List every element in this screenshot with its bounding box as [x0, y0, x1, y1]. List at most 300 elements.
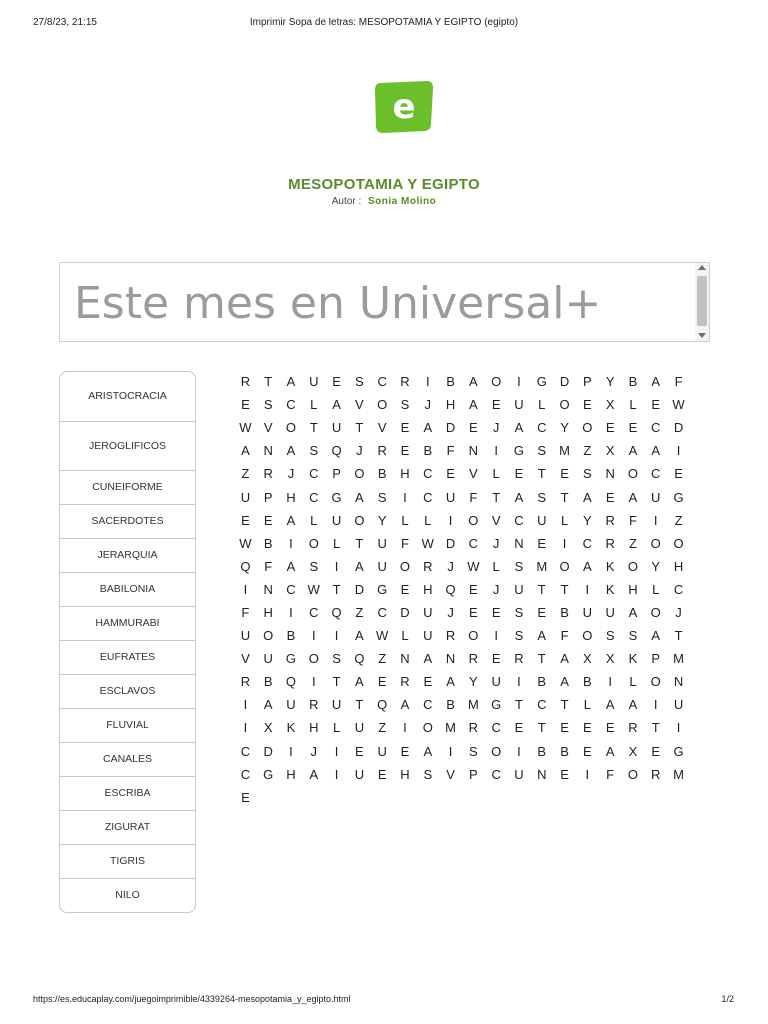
- grid-cell: A: [651, 443, 661, 459]
- grid-cell: I: [562, 535, 567, 551]
- grid-cell: K: [605, 558, 615, 574]
- grid-cell: J: [492, 535, 500, 551]
- grid-cell: B: [423, 443, 433, 459]
- grid-cell: A: [286, 512, 296, 528]
- grid-cell: J: [310, 743, 318, 759]
- grid-cell: E: [241, 789, 250, 805]
- grid-cell: C: [309, 489, 319, 505]
- grid-cell: R: [445, 628, 456, 644]
- grid-cell: E: [560, 466, 569, 482]
- grid-cell: A: [560, 651, 569, 667]
- grid-cell: C: [468, 535, 479, 551]
- grid-cell: R: [514, 651, 524, 667]
- grid-cell: A: [628, 697, 638, 713]
- grid-cell: U: [651, 489, 661, 505]
- print-page-title: Imprimir Sopa de letras: MESOPOTAMIA Y EGIPTO (egipto): [249, 17, 519, 28]
- grid-cell: D: [400, 604, 410, 620]
- grid-cell: E: [583, 720, 592, 736]
- grid-cell: T: [514, 697, 523, 713]
- grid-cell: Z: [583, 443, 592, 459]
- grid-cell: I: [448, 512, 453, 528]
- grid-cell: J: [675, 604, 682, 620]
- grid-cell: R: [605, 535, 615, 551]
- grid-cell: E: [674, 466, 683, 482]
- grid-cell: A: [423, 743, 433, 759]
- grid-cell: B: [628, 374, 638, 390]
- educaplay-logo-icon: [373, 80, 435, 134]
- grid-cell: T: [537, 466, 546, 482]
- grid-cell: O: [559, 397, 570, 413]
- grid-cell: A: [446, 674, 455, 690]
- grid-cell: B: [446, 697, 455, 713]
- grid-cell: D: [673, 420, 684, 436]
- grid-cell: O: [285, 420, 297, 436]
- grid-cell: I: [289, 743, 293, 759]
- grid-cell: Y: [651, 558, 661, 574]
- grid-cell: C: [423, 697, 433, 713]
- grid-cell: E: [583, 743, 592, 759]
- grid-cell: R: [468, 720, 479, 736]
- grid-cell: E: [446, 466, 455, 482]
- grid-cell: L: [652, 581, 660, 597]
- grid-cell: R: [400, 674, 410, 690]
- grid-cell: P: [651, 651, 661, 667]
- grid-cell: L: [538, 397, 546, 413]
- letter-grid: [234, 370, 690, 809]
- grid-cell: C: [286, 581, 296, 597]
- ad-scrollbar[interactable]: [695, 263, 709, 341]
- grid-cell: Y: [469, 674, 478, 690]
- grid-cell: A: [514, 420, 524, 436]
- grid-cell: W: [467, 558, 480, 574]
- word-item: JERARQUIA: [60, 538, 195, 572]
- grid-cell: T: [264, 374, 273, 390]
- grid-cell: B: [286, 628, 296, 644]
- grid-cell: I: [334, 743, 339, 759]
- grid-cell: Z: [378, 651, 387, 667]
- grid-cell: M: [673, 651, 684, 667]
- grid-cell: H: [309, 720, 319, 736]
- grid-cell: N: [445, 651, 456, 667]
- grid-cell: O: [650, 674, 661, 690]
- grid-cell: I: [311, 674, 316, 690]
- grid-cell: H: [400, 466, 410, 482]
- grid-cell: Q: [445, 581, 456, 597]
- grid-cell: S: [605, 628, 615, 644]
- grid-cell: U: [309, 374, 319, 390]
- grid-cell: E: [651, 397, 661, 413]
- grid-cell: I: [289, 535, 293, 551]
- grid-cell: S: [628, 628, 638, 644]
- grid-cell: T: [332, 581, 341, 597]
- grid-cell: I: [243, 581, 248, 597]
- grid-cell: S: [537, 489, 547, 505]
- grid-cell: D: [445, 535, 456, 551]
- grid-cell: R: [423, 558, 433, 574]
- grid-cell: C: [491, 766, 501, 782]
- grid-cell: I: [403, 720, 407, 736]
- print-datetime: 27/8/23, 21:15: [33, 17, 97, 28]
- grid-cell: A: [286, 558, 296, 574]
- word-item: HAMMURABI: [60, 606, 195, 640]
- word-item: CANALES: [60, 742, 195, 776]
- grid-cell: R: [468, 651, 479, 667]
- grid-cell: S: [514, 604, 524, 620]
- grid-cell: E: [651, 743, 661, 759]
- grid-cell: O: [582, 628, 593, 644]
- grid-cell: V: [446, 766, 455, 782]
- scroll-thumb[interactable]: [697, 276, 707, 326]
- grid-cell: T: [537, 581, 546, 597]
- grid-cell: B: [263, 674, 273, 690]
- grid-cell: H: [445, 397, 456, 413]
- grid-cell: A: [583, 558, 592, 574]
- grid-cell: C: [423, 466, 433, 482]
- grid-cell: E: [241, 512, 250, 528]
- grid-cell: O: [399, 558, 411, 574]
- grid-cell: S: [423, 766, 433, 782]
- grid-cell: Q: [331, 604, 342, 620]
- word-item: NILO: [60, 878, 195, 912]
- ad-banner[interactable]: [59, 262, 710, 342]
- grid-cell: N: [514, 535, 524, 551]
- word-item: ZIGURAT: [60, 810, 195, 844]
- grid-cell: L: [310, 512, 318, 528]
- word-line: ARISTOCRACI: [88, 390, 160, 402]
- grid-cell: Z: [674, 512, 683, 528]
- grid-cell: W: [421, 535, 434, 551]
- grid-cell: A: [286, 443, 296, 459]
- grid-cell: C: [286, 397, 296, 413]
- grid-cell: R: [309, 697, 319, 713]
- grid-cell: O: [559, 558, 570, 574]
- grid-cell: G: [377, 581, 388, 597]
- grid-cell: C: [309, 466, 319, 482]
- grid-cell: I: [334, 628, 339, 644]
- grid-cell: C: [377, 604, 387, 620]
- grid-cell: F: [606, 766, 615, 782]
- grid-cell: R: [651, 766, 661, 782]
- grid-cell: Z: [628, 535, 637, 551]
- grid-cell: A: [400, 697, 410, 713]
- grid-cell: L: [583, 697, 591, 713]
- grid-cell: U: [331, 420, 342, 436]
- word-item: TIGRIS: [60, 844, 195, 878]
- grid-cell: U: [331, 697, 342, 713]
- grid-cell: D: [559, 374, 570, 390]
- scroll-up-arrow-icon[interactable]: [698, 265, 706, 270]
- grid-cell: I: [448, 743, 453, 759]
- grid-cell: O: [422, 720, 433, 736]
- grid-cell: U: [240, 628, 251, 644]
- grid-cell: W: [376, 628, 389, 644]
- grid-cell: I: [243, 720, 248, 736]
- grid-cell: O: [627, 466, 638, 482]
- grid-cell: I: [403, 489, 407, 505]
- grid-cell: L: [629, 397, 637, 413]
- grid-cell: W: [307, 581, 320, 597]
- grid-cell: E: [514, 466, 524, 482]
- grid-cell: G: [513, 443, 525, 459]
- grid-cell: E: [491, 604, 501, 620]
- grid-cell: V: [469, 466, 478, 482]
- grid-cell: A: [583, 489, 592, 505]
- grid-cell: G: [673, 743, 684, 759]
- word-item: CUNEIFORME: [60, 470, 195, 504]
- grid-cell: H: [286, 766, 296, 782]
- grid-cell: M: [559, 443, 570, 459]
- grid-cell: L: [401, 512, 409, 528]
- grid-cell: O: [377, 397, 388, 413]
- grid-cell: E: [628, 420, 638, 436]
- grid-cell: L: [332, 535, 341, 551]
- author-label: Autor :: [331, 196, 362, 207]
- grid-cell: W: [239, 420, 252, 436]
- grid-cell: Z: [241, 466, 250, 482]
- grid-cell: E: [377, 674, 387, 690]
- grid-cell: C: [582, 535, 593, 551]
- grid-cell: A: [628, 489, 638, 505]
- grid-cell: S: [537, 443, 547, 459]
- grid-cell: U: [423, 604, 433, 620]
- grid-cell: S: [309, 443, 319, 459]
- grid-cell: E: [400, 420, 410, 436]
- word-list: [59, 371, 196, 913]
- grid-cell: E: [537, 535, 547, 551]
- grid-cell: A: [605, 743, 615, 759]
- grid-cell: H: [400, 766, 410, 782]
- grid-cell: I: [517, 674, 521, 690]
- grid-cell: S: [583, 466, 592, 482]
- grid-cell: A: [241, 443, 250, 459]
- grid-cell: O: [354, 512, 365, 528]
- author-line: [0, 196, 768, 207]
- grid-cell: Y: [560, 420, 569, 436]
- grid-cell: I: [676, 720, 681, 736]
- grid-cell: J: [356, 443, 363, 459]
- grid-cell: B: [537, 743, 547, 759]
- grid-cell: I: [585, 766, 590, 782]
- grid-cell: V: [491, 512, 501, 528]
- grid-cell: I: [494, 628, 498, 644]
- grid-cell: J: [447, 558, 454, 574]
- grid-cell: V: [241, 651, 250, 667]
- grid-cell: G: [331, 489, 342, 505]
- grid-cell: H: [628, 581, 638, 597]
- grid-cell: E: [560, 720, 569, 736]
- grid-cell: C: [651, 466, 661, 482]
- grid-cell: L: [560, 512, 569, 528]
- grid-cell: F: [401, 535, 409, 551]
- grid-cell: U: [377, 558, 387, 574]
- grid-cell: B: [377, 466, 387, 482]
- grid-cell: U: [377, 535, 387, 551]
- grid-cell: O: [308, 535, 319, 551]
- grid-cell: C: [309, 604, 319, 620]
- grid-cell: A: [263, 697, 273, 713]
- grid-cell: U: [331, 512, 342, 528]
- grid-cell: E: [560, 766, 569, 782]
- grid-cell: I: [676, 443, 681, 459]
- grid-cell: J: [287, 466, 295, 482]
- grid-cell: J: [424, 397, 432, 413]
- grid-cell: U: [491, 674, 501, 690]
- grid-cell: A: [469, 374, 478, 390]
- grid-cell: T: [560, 581, 569, 597]
- grid-cell: N: [400, 651, 410, 667]
- grid-cell: G: [536, 374, 547, 390]
- grid-cell: N: [263, 443, 273, 459]
- grid-cell: Q: [377, 697, 388, 713]
- ad-text[interactable]: Este mes en Universal+: [74, 278, 602, 329]
- grid-cell: A: [423, 420, 433, 436]
- grid-cell: U: [514, 581, 524, 597]
- grid-cell: Q: [331, 443, 342, 459]
- grid-cell: A: [332, 397, 341, 413]
- grid-cell: B: [537, 674, 547, 690]
- grid-cell: P: [263, 489, 273, 505]
- grid-cell: E: [400, 581, 410, 597]
- grid-cell: L: [629, 674, 637, 690]
- grid-cell: O: [582, 420, 593, 436]
- grid-cell: S: [514, 628, 524, 644]
- grid-cell: E: [537, 604, 547, 620]
- grid-cell: U: [286, 697, 296, 713]
- grid-cell: X: [605, 651, 615, 667]
- grid-cell: I: [334, 766, 339, 782]
- page-title: MESOPOTAMIA Y EGIPTO: [288, 176, 480, 193]
- grid-cell: I: [517, 374, 521, 390]
- grid-cell: F: [674, 374, 683, 390]
- logo-letter: e: [392, 87, 416, 127]
- grid-cell: F: [469, 489, 478, 505]
- grid-cell: T: [651, 720, 660, 736]
- grid-cell: W: [672, 397, 685, 413]
- grid-cell: U: [605, 604, 615, 620]
- grid-cell: L: [492, 558, 500, 574]
- grid-cell: H: [673, 558, 684, 574]
- grid-cell: O: [650, 604, 661, 620]
- grid-cell: O: [263, 628, 274, 644]
- grid-cell: U: [673, 697, 684, 713]
- grid-cell: O: [627, 558, 638, 574]
- grid-cell: S: [514, 558, 524, 574]
- word-item: FLUVIAL: [60, 708, 195, 742]
- grid-cell: V: [263, 420, 273, 436]
- grid-cell: D: [263, 743, 273, 759]
- grid-cell: B: [560, 743, 569, 759]
- grid-cell: C: [537, 420, 547, 436]
- grid-cell: U: [514, 397, 524, 413]
- grid-cell: R: [240, 674, 251, 690]
- grid-cell: C: [537, 697, 547, 713]
- grid-cell: R: [628, 720, 638, 736]
- grid-cell: I: [425, 374, 430, 390]
- grid-cell: G: [285, 651, 297, 667]
- grid-cell: M: [536, 558, 548, 574]
- grid-cell: U: [423, 628, 433, 644]
- scroll-down-arrow-icon[interactable]: [698, 333, 706, 338]
- grid-cell: L: [492, 466, 500, 482]
- grid-cell: U: [377, 743, 387, 759]
- grid-cell: U: [582, 604, 593, 620]
- grid-cell: E: [605, 420, 615, 436]
- grid-cell: Q: [354, 651, 365, 667]
- grid-cell: M: [445, 720, 456, 736]
- grid-cell: J: [447, 604, 454, 620]
- grid-cell: O: [354, 466, 365, 482]
- grid-cell: A: [628, 443, 638, 459]
- grid-cell: O: [308, 651, 319, 667]
- grid-cell: P: [332, 466, 341, 482]
- grid-cell: D: [354, 581, 365, 597]
- word-item: BABILONIA: [60, 572, 195, 606]
- grid-cell: I: [653, 697, 658, 713]
- grid-cell: L: [401, 628, 409, 644]
- grid-cell: S: [400, 397, 410, 413]
- grid-cell: T: [355, 420, 364, 436]
- grid-cell: E: [605, 720, 615, 736]
- grid-cell: E: [469, 420, 478, 436]
- grid-cell: O: [468, 512, 479, 528]
- grid-cell: A: [651, 374, 661, 390]
- grid-cell: A: [309, 766, 319, 782]
- grid-cell: E: [469, 604, 478, 620]
- grid-cell: B: [560, 604, 569, 620]
- grid-cell: S: [469, 743, 478, 759]
- grid-cell: O: [491, 374, 502, 390]
- word-item: [60, 372, 195, 421]
- grid-cell: B: [446, 374, 455, 390]
- word-line: S: [159, 439, 167, 452]
- grid-cell: K: [605, 581, 615, 597]
- grid-cell: E: [491, 651, 501, 667]
- author-name: Sonia Molino: [368, 196, 437, 207]
- print-page-number: 1/2: [721, 994, 734, 1004]
- grid-cell: I: [494, 443, 498, 459]
- grid-cell: A: [355, 674, 364, 690]
- grid-cell: T: [537, 651, 546, 667]
- grid-cell: R: [400, 374, 410, 390]
- grid-cell: C: [240, 766, 251, 782]
- grid-cell: K: [286, 720, 296, 736]
- grid-cell: E: [400, 443, 410, 459]
- print-url: https://es.educaplay.com/juegoimprimible/4339264-mesopotamia_y_egipto.html: [33, 994, 351, 1004]
- grid-cell: A: [537, 628, 547, 644]
- grid-cell: A: [469, 397, 478, 413]
- grid-cell: C: [240, 743, 251, 759]
- grid-cell: I: [653, 512, 658, 528]
- grid-cell: U: [354, 720, 365, 736]
- grid-cell: P: [469, 766, 478, 782]
- grid-cell: X: [628, 743, 638, 759]
- word-item: SACERDOTES: [60, 504, 195, 538]
- grid-cell: I: [311, 628, 316, 644]
- grid-cell: A: [605, 697, 615, 713]
- grid-cell: X: [605, 397, 615, 413]
- grid-cell: U: [537, 512, 547, 528]
- grid-cell: P: [583, 374, 592, 390]
- grid-cell: G: [491, 697, 502, 713]
- grid-cell: F: [628, 512, 637, 528]
- grid-cell: Y: [605, 374, 615, 390]
- grid-cell: F: [241, 604, 250, 620]
- grid-cell: R: [605, 512, 615, 528]
- grid-cell: O: [650, 535, 661, 551]
- grid-cell: O: [468, 628, 479, 644]
- grid-cell: U: [263, 651, 273, 667]
- grid-cell: X: [583, 651, 592, 667]
